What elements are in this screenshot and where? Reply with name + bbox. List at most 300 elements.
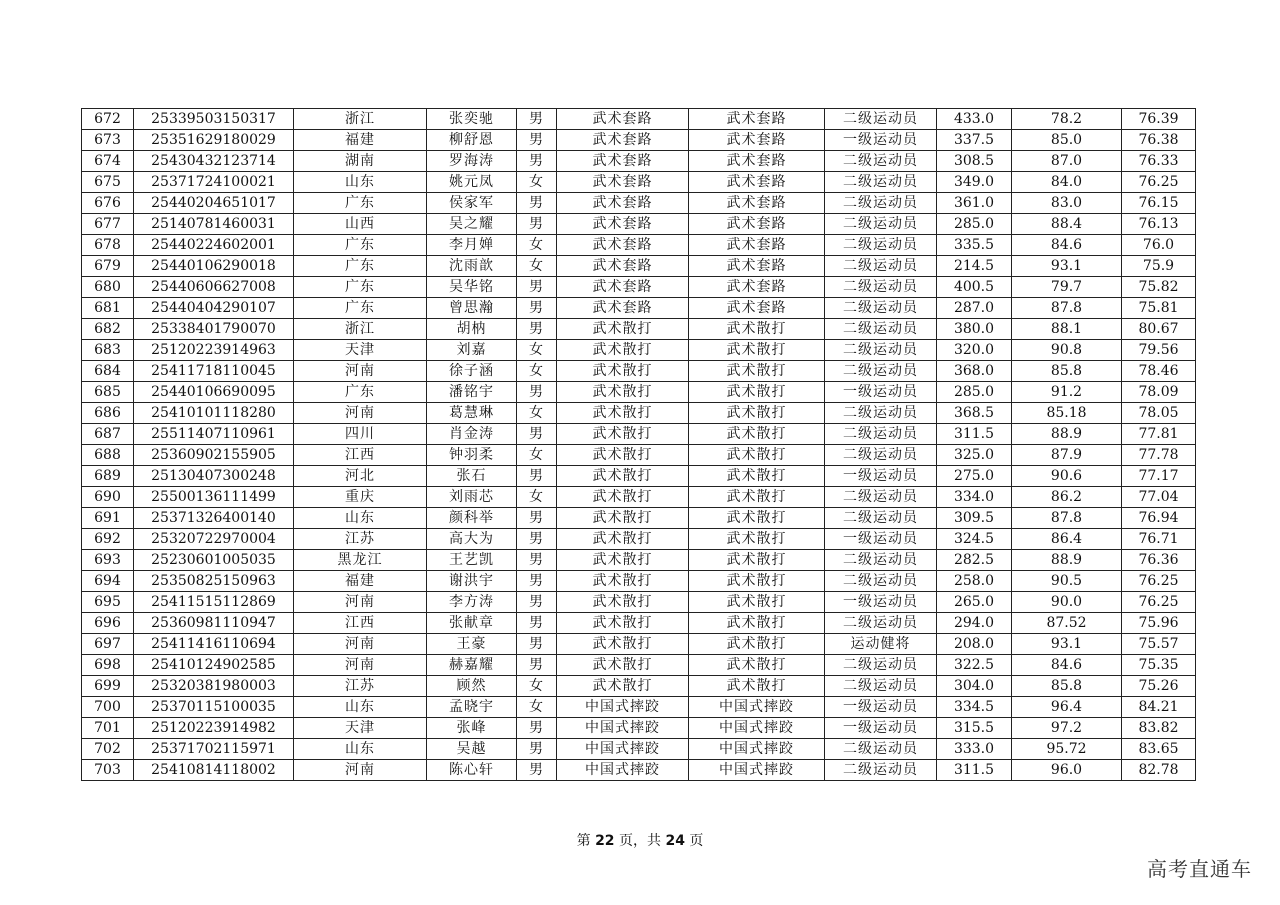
cell-specialty-score: 84.6 — [1012, 235, 1122, 256]
cell-exam-number: 25411416110694 — [134, 634, 294, 655]
cell-index: 677 — [82, 214, 134, 235]
cell-sport-category: 中国式摔跤 — [557, 697, 689, 718]
cell-province: 山西 — [294, 214, 427, 235]
cell-athlete-level: 二级运动员 — [825, 235, 937, 256]
cell-total-score: 75.9 — [1122, 256, 1196, 277]
cell-name: 刘嘉 — [427, 340, 517, 361]
cell-specialty-score: 86.4 — [1012, 529, 1122, 550]
cell-culture-score: 361.0 — [937, 193, 1012, 214]
cell-sport-item: 武术套路 — [689, 130, 825, 151]
cell-gender: 女 — [517, 340, 557, 361]
cell-sport-category: 武术散打 — [557, 676, 689, 697]
cell-exam-number: 25130407300248 — [134, 466, 294, 487]
cell-culture-score: 368.5 — [937, 403, 1012, 424]
cell-culture-score: 311.5 — [937, 760, 1012, 781]
cell-gender: 男 — [517, 193, 557, 214]
footer-prefix: 第 — [576, 833, 591, 849]
cell-province: 河南 — [294, 592, 427, 613]
cell-culture-score: 349.0 — [937, 172, 1012, 193]
cell-province: 河南 — [294, 655, 427, 676]
cell-sport-category: 武术套路 — [557, 151, 689, 172]
cell-sport-item: 武术散打 — [689, 361, 825, 382]
cell-gender: 男 — [517, 634, 557, 655]
cell-gender: 男 — [517, 508, 557, 529]
cell-culture-score: 258.0 — [937, 571, 1012, 592]
cell-province: 江苏 — [294, 529, 427, 550]
results-table — [81, 108, 1196, 781]
cell-gender: 男 — [517, 613, 557, 634]
table-row — [82, 487, 1196, 508]
cell-exam-number: 25440106690095 — [134, 382, 294, 403]
cell-athlete-level: 二级运动员 — [825, 172, 937, 193]
cell-gender: 男 — [517, 319, 557, 340]
cell-athlete-level: 二级运动员 — [825, 508, 937, 529]
cell-name: 顾然 — [427, 676, 517, 697]
cell-index: 685 — [82, 382, 134, 403]
table-row — [82, 109, 1196, 130]
cell-index: 686 — [82, 403, 134, 424]
cell-sport-item: 中国式摔跤 — [689, 739, 825, 760]
cell-total-score: 80.67 — [1122, 319, 1196, 340]
cell-culture-score: 333.0 — [937, 739, 1012, 760]
cell-index: 672 — [82, 109, 134, 130]
cell-specialty-score: 90.0 — [1012, 592, 1122, 613]
cell-culture-score: 368.0 — [937, 361, 1012, 382]
cell-athlete-level: 二级运动员 — [825, 403, 937, 424]
cell-specialty-score: 87.9 — [1012, 445, 1122, 466]
cell-name: 张奕驰 — [427, 109, 517, 130]
cell-index: 689 — [82, 466, 134, 487]
cell-gender: 女 — [517, 361, 557, 382]
cell-province: 天津 — [294, 718, 427, 739]
cell-name: 潘铭宇 — [427, 382, 517, 403]
cell-name: 曾思瀚 — [427, 298, 517, 319]
cell-index: 700 — [82, 697, 134, 718]
cell-sport-item: 武术散打 — [689, 529, 825, 550]
cell-total-score: 78.05 — [1122, 403, 1196, 424]
table-row — [82, 445, 1196, 466]
cell-athlete-level: 二级运动员 — [825, 151, 937, 172]
cell-province: 广东 — [294, 193, 427, 214]
cell-total-score: 75.81 — [1122, 298, 1196, 319]
cell-culture-score: 325.0 — [937, 445, 1012, 466]
cell-sport-category: 武术散打 — [557, 361, 689, 382]
cell-name: 高大为 — [427, 529, 517, 550]
cell-index: 680 — [82, 277, 134, 298]
cell-athlete-level: 二级运动员 — [825, 298, 937, 319]
cell-sport-item: 武术散打 — [689, 571, 825, 592]
cell-gender: 男 — [517, 739, 557, 760]
cell-exam-number: 25351629180029 — [134, 130, 294, 151]
table-row — [82, 193, 1196, 214]
cell-exam-number: 25230601005035 — [134, 550, 294, 571]
cell-sport-category: 武术散打 — [557, 340, 689, 361]
cell-sport-item: 武术散打 — [689, 676, 825, 697]
table-row — [82, 319, 1196, 340]
cell-sport-category: 武术散打 — [557, 571, 689, 592]
cell-name: 谢洪宇 — [427, 571, 517, 592]
cell-sport-category: 武术套路 — [557, 298, 689, 319]
cell-specialty-score: 91.2 — [1012, 382, 1122, 403]
cell-culture-score: 433.0 — [937, 109, 1012, 130]
table-row — [82, 571, 1196, 592]
cell-total-score: 76.71 — [1122, 529, 1196, 550]
cell-exam-number: 25440404290107 — [134, 298, 294, 319]
cell-culture-score: 208.0 — [937, 634, 1012, 655]
cell-index: 675 — [82, 172, 134, 193]
cell-index: 674 — [82, 151, 134, 172]
cell-specialty-score: 90.6 — [1012, 466, 1122, 487]
cell-name: 王豪 — [427, 634, 517, 655]
cell-province: 广东 — [294, 298, 427, 319]
cell-sport-item: 武术套路 — [689, 277, 825, 298]
cell-specialty-score: 79.7 — [1012, 277, 1122, 298]
cell-total-score: 79.56 — [1122, 340, 1196, 361]
cell-sport-category: 武术套路 — [557, 256, 689, 277]
footer-middle: 页，共 — [619, 833, 661, 849]
cell-gender: 男 — [517, 130, 557, 151]
table-row — [82, 613, 1196, 634]
cell-athlete-level: 二级运动员 — [825, 424, 937, 445]
cell-total-score: 76.38 — [1122, 130, 1196, 151]
current-page-number: 22 — [595, 833, 615, 849]
cell-culture-score: 275.0 — [937, 466, 1012, 487]
cell-gender: 男 — [517, 109, 557, 130]
cell-athlete-level: 二级运动员 — [825, 739, 937, 760]
cell-culture-score: 282.5 — [937, 550, 1012, 571]
cell-exam-number: 25410101118280 — [134, 403, 294, 424]
cell-total-score: 76.39 — [1122, 109, 1196, 130]
cell-index: 698 — [82, 655, 134, 676]
cell-index: 679 — [82, 256, 134, 277]
cell-name: 吴之耀 — [427, 214, 517, 235]
cell-name: 侯家军 — [427, 193, 517, 214]
cell-total-score: 78.09 — [1122, 382, 1196, 403]
cell-index: 676 — [82, 193, 134, 214]
cell-specialty-score: 88.1 — [1012, 319, 1122, 340]
cell-specialty-score: 85.0 — [1012, 130, 1122, 151]
cell-specialty-score: 88.9 — [1012, 424, 1122, 445]
cell-sport-item: 武术散打 — [689, 592, 825, 613]
cell-total-score: 76.15 — [1122, 193, 1196, 214]
cell-sport-item: 武术散打 — [689, 466, 825, 487]
cell-athlete-level: 一级运动员 — [825, 697, 937, 718]
cell-province: 浙江 — [294, 109, 427, 130]
cell-name: 张石 — [427, 466, 517, 487]
cell-name: 王艺凯 — [427, 550, 517, 571]
cell-province: 天津 — [294, 340, 427, 361]
cell-athlete-level: 一级运动员 — [825, 529, 937, 550]
cell-specialty-score: 90.8 — [1012, 340, 1122, 361]
cell-province: 江西 — [294, 445, 427, 466]
cell-province: 广东 — [294, 277, 427, 298]
footer-suffix: 页 — [689, 833, 704, 849]
cell-total-score: 76.25 — [1122, 592, 1196, 613]
cell-culture-score: 265.0 — [937, 592, 1012, 613]
cell-exam-number: 25440106290018 — [134, 256, 294, 277]
cell-gender: 女 — [517, 445, 557, 466]
cell-sport-category: 武术套路 — [557, 172, 689, 193]
cell-athlete-level: 二级运动员 — [825, 109, 937, 130]
cell-athlete-level: 一级运动员 — [825, 130, 937, 151]
cell-index: 696 — [82, 613, 134, 634]
cell-exam-number: 25410124902585 — [134, 655, 294, 676]
cell-sport-item: 武术散打 — [689, 508, 825, 529]
cell-gender: 女 — [517, 235, 557, 256]
cell-sport-item: 武术套路 — [689, 172, 825, 193]
cell-sport-category: 武术套路 — [557, 235, 689, 256]
cell-gender: 女 — [517, 256, 557, 277]
cell-index: 683 — [82, 340, 134, 361]
cell-sport-category: 中国式摔跤 — [557, 718, 689, 739]
cell-athlete-level: 二级运动员 — [825, 571, 937, 592]
cell-specialty-score: 96.0 — [1012, 760, 1122, 781]
table-row — [82, 256, 1196, 277]
cell-name: 颜科举 — [427, 508, 517, 529]
cell-specialty-score: 84.0 — [1012, 172, 1122, 193]
table-row — [82, 214, 1196, 235]
cell-exam-number: 25440204651017 — [134, 193, 294, 214]
table-body — [82, 109, 1196, 781]
cell-sport-item: 武术套路 — [689, 214, 825, 235]
cell-exam-number: 25511407110961 — [134, 424, 294, 445]
cell-culture-score: 214.5 — [937, 256, 1012, 277]
cell-culture-score: 400.5 — [937, 277, 1012, 298]
cell-culture-score: 287.0 — [937, 298, 1012, 319]
cell-gender: 男 — [517, 571, 557, 592]
cell-specialty-score: 87.8 — [1012, 508, 1122, 529]
cell-culture-score: 337.5 — [937, 130, 1012, 151]
cell-total-score: 76.33 — [1122, 151, 1196, 172]
cell-index: 682 — [82, 319, 134, 340]
cell-sport-item: 武术散打 — [689, 424, 825, 445]
cell-athlete-level: 运动健将 — [825, 634, 937, 655]
cell-province: 山东 — [294, 697, 427, 718]
table-row — [82, 718, 1196, 739]
table-row — [82, 235, 1196, 256]
cell-total-score: 76.0 — [1122, 235, 1196, 256]
cell-province: 江苏 — [294, 676, 427, 697]
cell-gender: 女 — [517, 487, 557, 508]
cell-sport-category: 中国式摔跤 — [557, 739, 689, 760]
cell-province: 河南 — [294, 634, 427, 655]
cell-gender: 男 — [517, 655, 557, 676]
cell-specialty-score: 88.9 — [1012, 550, 1122, 571]
cell-name: 张峰 — [427, 718, 517, 739]
cell-exam-number: 25320722970004 — [134, 529, 294, 550]
cell-index: 699 — [82, 676, 134, 697]
cell-gender: 男 — [517, 214, 557, 235]
cell-specialty-score: 85.8 — [1012, 361, 1122, 382]
cell-province: 山东 — [294, 739, 427, 760]
cell-specialty-score: 95.72 — [1012, 739, 1122, 760]
cell-culture-score: 308.5 — [937, 151, 1012, 172]
cell-sport-item: 武术套路 — [689, 298, 825, 319]
cell-sport-item: 武术散打 — [689, 550, 825, 571]
cell-gender: 男 — [517, 466, 557, 487]
cell-sport-category: 武术散打 — [557, 403, 689, 424]
cell-total-score: 75.57 — [1122, 634, 1196, 655]
cell-sport-category: 武术散打 — [557, 655, 689, 676]
cell-sport-category: 武术散打 — [557, 529, 689, 550]
cell-gender: 男 — [517, 382, 557, 403]
table-row — [82, 676, 1196, 697]
cell-total-score: 75.96 — [1122, 613, 1196, 634]
cell-sport-item: 中国式摔跤 — [689, 760, 825, 781]
cell-province: 广东 — [294, 235, 427, 256]
cell-gender: 女 — [517, 676, 557, 697]
cell-sport-item: 武术套路 — [689, 151, 825, 172]
cell-athlete-level: 一级运动员 — [825, 592, 937, 613]
cell-gender: 男 — [517, 592, 557, 613]
cell-index: 673 — [82, 130, 134, 151]
cell-province: 河北 — [294, 466, 427, 487]
cell-province: 山东 — [294, 508, 427, 529]
cell-exam-number: 25411718110045 — [134, 361, 294, 382]
cell-total-score: 83.65 — [1122, 739, 1196, 760]
cell-sport-item: 武术散打 — [689, 487, 825, 508]
cell-specialty-score: 86.2 — [1012, 487, 1122, 508]
cell-sport-item: 武术套路 — [689, 193, 825, 214]
cell-athlete-level: 二级运动员 — [825, 445, 937, 466]
cell-exam-number: 25371326400140 — [134, 508, 294, 529]
cell-athlete-level: 二级运动员 — [825, 193, 937, 214]
cell-name: 柳舒恩 — [427, 130, 517, 151]
cell-sport-category: 武术散打 — [557, 550, 689, 571]
cell-name: 孟晓宇 — [427, 697, 517, 718]
cell-sport-item: 武术套路 — [689, 109, 825, 130]
cell-province: 广东 — [294, 256, 427, 277]
cell-athlete-level: 二级运动员 — [825, 319, 937, 340]
cell-index: 678 — [82, 235, 134, 256]
cell-exam-number: 25360981110947 — [134, 613, 294, 634]
table-row — [82, 403, 1196, 424]
table-row — [82, 760, 1196, 781]
cell-name: 陈心轩 — [427, 760, 517, 781]
cell-exam-number: 25411515112869 — [134, 592, 294, 613]
cell-total-score: 75.26 — [1122, 676, 1196, 697]
cell-name: 李方涛 — [427, 592, 517, 613]
cell-name: 姚元凤 — [427, 172, 517, 193]
cell-culture-score: 309.5 — [937, 508, 1012, 529]
cell-name: 肖金涛 — [427, 424, 517, 445]
cell-culture-score: 322.5 — [937, 655, 1012, 676]
table-row — [82, 739, 1196, 760]
page-footer — [0, 830, 1280, 850]
cell-total-score: 76.25 — [1122, 172, 1196, 193]
cell-sport-item: 武术散打 — [689, 445, 825, 466]
cell-exam-number: 25360902155905 — [134, 445, 294, 466]
table-row — [82, 172, 1196, 193]
cell-index: 687 — [82, 424, 134, 445]
cell-sport-category: 武术散打 — [557, 613, 689, 634]
table-row — [82, 550, 1196, 571]
cell-name: 吴华铭 — [427, 277, 517, 298]
cell-exam-number: 25440224602001 — [134, 235, 294, 256]
cell-total-score: 77.17 — [1122, 466, 1196, 487]
cell-gender: 女 — [517, 172, 557, 193]
cell-sport-category: 武术散打 — [557, 424, 689, 445]
cell-index: 691 — [82, 508, 134, 529]
cell-exam-number: 25120223914982 — [134, 718, 294, 739]
cell-index: 681 — [82, 298, 134, 319]
cell-sport-item: 武术散打 — [689, 340, 825, 361]
cell-total-score: 82.78 — [1122, 760, 1196, 781]
cell-sport-item: 中国式摔跤 — [689, 718, 825, 739]
table-row — [82, 340, 1196, 361]
cell-specialty-score: 83.0 — [1012, 193, 1122, 214]
cell-exam-number: 25350825150963 — [134, 571, 294, 592]
table-row — [82, 382, 1196, 403]
table-row — [82, 424, 1196, 445]
table-row — [82, 508, 1196, 529]
cell-gender: 男 — [517, 298, 557, 319]
cell-specialty-score: 78.2 — [1012, 109, 1122, 130]
cell-name: 吴越 — [427, 739, 517, 760]
cell-specialty-score: 93.1 — [1012, 256, 1122, 277]
cell-total-score: 77.04 — [1122, 487, 1196, 508]
total-pages-number: 24 — [665, 833, 685, 849]
cell-sport-item: 中国式摔跤 — [689, 697, 825, 718]
table-row — [82, 592, 1196, 613]
cell-name: 张献章 — [427, 613, 517, 634]
cell-sport-category: 武术散打 — [557, 466, 689, 487]
cell-gender: 男 — [517, 760, 557, 781]
cell-index: 701 — [82, 718, 134, 739]
cell-total-score: 75.35 — [1122, 655, 1196, 676]
cell-province: 黑龙江 — [294, 550, 427, 571]
cell-sport-item: 武术散打 — [689, 403, 825, 424]
cell-athlete-level: 二级运动员 — [825, 613, 937, 634]
cell-exam-number: 25140781460031 — [134, 214, 294, 235]
cell-total-score: 76.94 — [1122, 508, 1196, 529]
cell-province: 浙江 — [294, 319, 427, 340]
cell-province: 江西 — [294, 613, 427, 634]
cell-specialty-score: 87.8 — [1012, 298, 1122, 319]
cell-exam-number: 25339503150317 — [134, 109, 294, 130]
cell-specialty-score: 97.2 — [1012, 718, 1122, 739]
cell-index: 697 — [82, 634, 134, 655]
cell-sport-item: 武术散打 — [689, 382, 825, 403]
cell-culture-score: 320.0 — [937, 340, 1012, 361]
watermark-text: 高考直通车 — [1147, 857, 1252, 881]
cell-athlete-level: 二级运动员 — [825, 214, 937, 235]
cell-exam-number: 25440606627008 — [134, 277, 294, 298]
cell-exam-number: 25371724100021 — [134, 172, 294, 193]
cell-culture-score: 285.0 — [937, 214, 1012, 235]
table-row — [82, 151, 1196, 172]
cell-province: 山东 — [294, 172, 427, 193]
cell-specialty-score: 85.8 — [1012, 676, 1122, 697]
cell-province: 四川 — [294, 424, 427, 445]
cell-total-score: 76.13 — [1122, 214, 1196, 235]
cell-total-score: 75.82 — [1122, 277, 1196, 298]
cell-name: 胡枘 — [427, 319, 517, 340]
cell-name: 李月婵 — [427, 235, 517, 256]
cell-index: 693 — [82, 550, 134, 571]
cell-sport-item: 武术散打 — [689, 319, 825, 340]
table-row — [82, 655, 1196, 676]
cell-total-score: 83.82 — [1122, 718, 1196, 739]
cell-exam-number: 25370115100035 — [134, 697, 294, 718]
cell-sport-item: 武术散打 — [689, 655, 825, 676]
cell-gender: 男 — [517, 718, 557, 739]
cell-gender: 男 — [517, 424, 557, 445]
cell-sport-item: 武术散打 — [689, 634, 825, 655]
cell-exam-number: 25430432123714 — [134, 151, 294, 172]
cell-specialty-score: 93.1 — [1012, 634, 1122, 655]
table-row — [82, 277, 1196, 298]
